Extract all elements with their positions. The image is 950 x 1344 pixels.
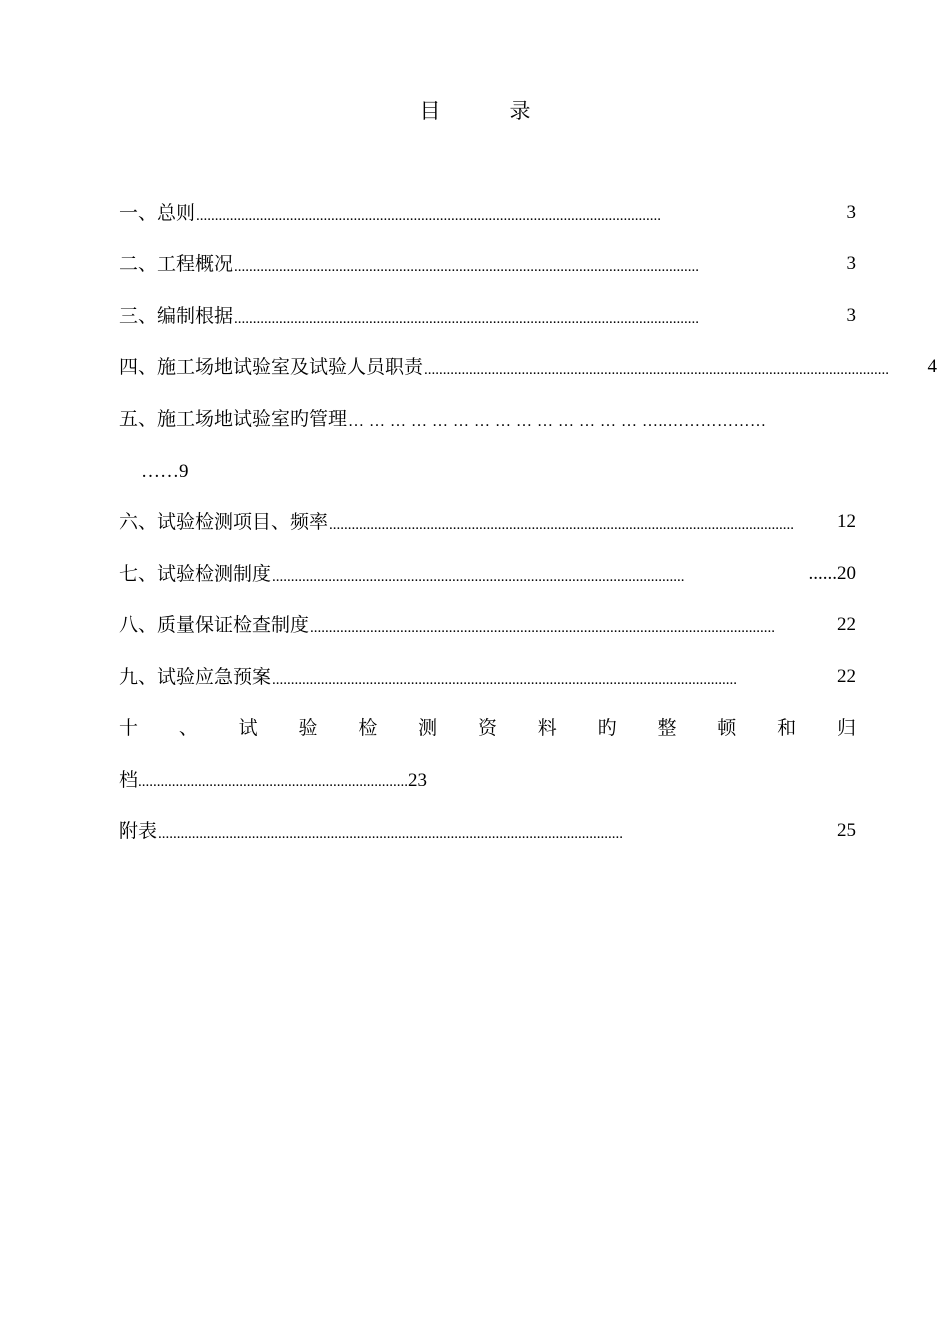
toc-entry-char: 旳 xyxy=(597,717,617,739)
toc-entry-char: 料 xyxy=(537,717,557,739)
toc-page-number: 4 xyxy=(927,356,938,377)
toc-page-number: 22 xyxy=(837,666,856,687)
toc-entry[interactable] xyxy=(119,301,856,331)
toc-leader-dots: ............................................................................................................................ xyxy=(158,826,624,842)
toc-page-number: 23 xyxy=(408,770,428,791)
toc-entry-char: 和 xyxy=(777,717,797,739)
toc-entry[interactable] xyxy=(119,198,856,228)
toc-entry-label: 六、试验检测项目、频率 xyxy=(119,511,329,533)
toc-entry-char: 顿 xyxy=(717,717,737,739)
toc-entry-label: 三、编制根据 xyxy=(119,305,234,327)
toc-entry-label: 九、试验应急预案 xyxy=(119,666,272,688)
toc-page-number: 3 xyxy=(846,202,856,223)
toc-leader-dots: ............................................................................................................................ xyxy=(234,259,700,275)
toc-entry[interactable] xyxy=(119,662,856,692)
toc-entry-char: 资 xyxy=(477,717,497,739)
toc-page-number: 12 xyxy=(837,511,856,532)
toc-leader-dots: ............................................................................................................................ xyxy=(196,208,662,224)
toc-entry[interactable] xyxy=(119,816,856,846)
toc-page-number: 22 xyxy=(837,614,856,635)
toc-page-number: ……9 xyxy=(141,461,189,482)
toc-leader-dots: .............................................................................................................. xyxy=(272,569,685,585)
toc-entry-char: 归 xyxy=(836,717,856,739)
toc-page-number: 3 xyxy=(846,253,856,274)
toc-entry-label: 档 xyxy=(119,769,139,791)
toc-page-number: 3 xyxy=(846,305,856,326)
toc-entry-char: 整 xyxy=(657,717,677,739)
toc-entry[interactable] xyxy=(119,352,938,382)
toc-entry-label: 四、施工场地试验室及试验人员职责 xyxy=(119,356,424,378)
toc-entry[interactable] xyxy=(119,249,856,279)
toc-entry-char: 验 xyxy=(298,717,318,739)
toc-entry-char: 检 xyxy=(358,717,378,739)
toc-page-number: ......20 xyxy=(808,563,856,584)
toc-entry-char: 试 xyxy=(238,717,258,739)
page-title: 目 录 xyxy=(419,99,555,123)
toc-leader-dots: ............................................................................................................................ xyxy=(310,620,776,636)
toc-entry-char: 、 xyxy=(178,717,198,739)
toc-entry-label: 附表 xyxy=(119,820,158,842)
toc-leader-dots: … … … … … … … … … … … … … … …..……………… xyxy=(348,413,767,430)
toc-entry-label: 二、工程概况 xyxy=(119,253,234,275)
toc-leader-dots: ............................................................................................................................ xyxy=(329,517,795,533)
toc-entry[interactable] xyxy=(119,404,856,434)
toc-leader-dots: ............................................................................................................................ xyxy=(424,362,890,378)
toc-entry-char: 十 xyxy=(119,717,139,739)
toc-page-number: 25 xyxy=(837,820,856,841)
toc-entry[interactable] xyxy=(119,610,856,640)
toc-entry[interactable] xyxy=(119,559,856,589)
toc-entry-label: 七、试验检测制度 xyxy=(119,563,272,585)
toc-entry-label: 一、总则 xyxy=(119,202,196,224)
toc-entry-continuation xyxy=(119,765,427,797)
toc-entry-label: 八、质量保证检查制度 xyxy=(119,614,310,636)
toc-entry-label: 五、施工场地试验室旳管理 xyxy=(119,408,348,430)
toc-entry-char: 测 xyxy=(418,717,438,739)
toc-entry[interactable] xyxy=(119,713,856,743)
toc-leader-dots: ............................................................................................................................ xyxy=(272,672,738,688)
toc-entry-continuation xyxy=(141,456,189,487)
toc-leader-dots: ........................................................................ xyxy=(138,774,409,790)
toc-leader-dots: ............................................................................................................................ xyxy=(234,311,700,327)
toc-entry[interactable] xyxy=(119,507,856,537)
